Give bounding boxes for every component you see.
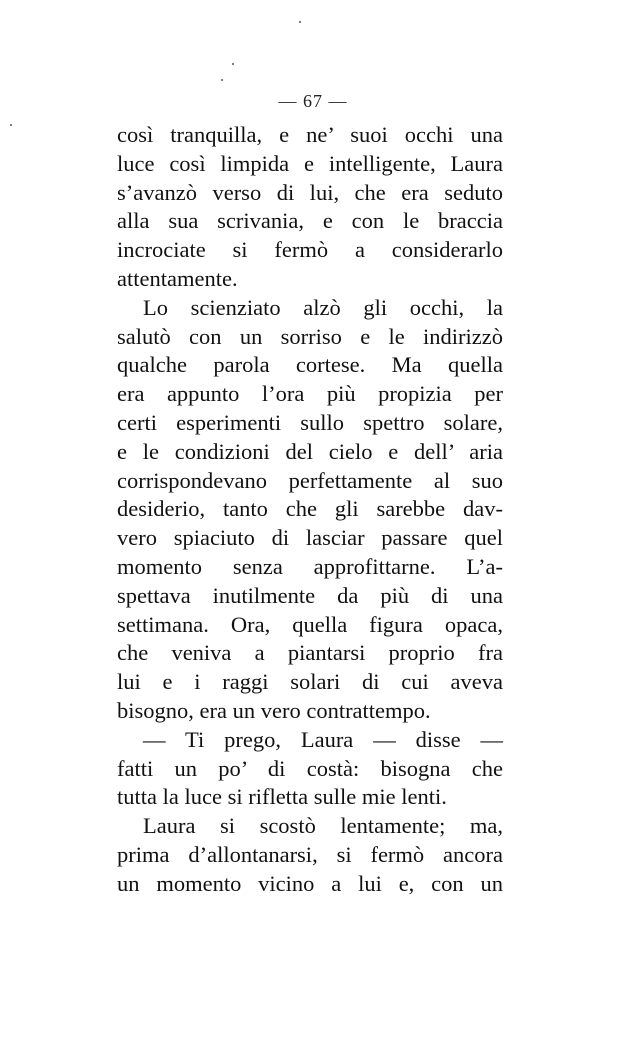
text-line: certi esperimenti sullo spettro solare, — [117, 409, 503, 435]
text-line: momento senza approfittarne. L’a- — [117, 553, 503, 579]
page-number: — 67 — — [278, 91, 348, 111]
text-line: spettava inutilmente da più di una — [117, 582, 503, 608]
text-line: salutò con un sorriso e le indirizzò — [117, 323, 503, 349]
text-line: desiderio, tanto che gli sarebbe dav- — [117, 496, 503, 522]
text-line: luce così limpida e intelligente, Laura — [117, 150, 503, 176]
text-line: Lo scienziato alzò gli occhi, la — [143, 294, 503, 320]
text-line: lui e i raggi solari di cui aveva — [117, 669, 503, 695]
text-line: corrispondevano perfettamente al suo — [117, 467, 503, 493]
text-line: e le condizioni del cielo e dell’ aria — [117, 438, 503, 464]
text-line: qualche parola cortese. Ma quella — [117, 352, 503, 378]
text-line: così tranquilla, e ne’ suoi occhi una — [117, 122, 503, 147]
text-line: fatti un po’ di costà: bisogna che — [117, 755, 503, 781]
paper-speck — [232, 63, 234, 65]
text-line: — Ti prego, Laura — disse — — [143, 726, 503, 752]
paper-speck — [299, 21, 301, 23]
body-text — [117, 121, 503, 899]
text-line: incrociate si fermò a considerarlo — [117, 237, 503, 263]
text-line: s’avanzò verso di lui, che era seduto — [117, 179, 503, 205]
text-line: tutta la luce si rifletta sulle mie lenti. — [117, 784, 447, 810]
text-line: che veniva a piantarsi proprio fra — [117, 640, 503, 666]
text-line: alla sua scrivania, e con le braccia — [117, 208, 503, 234]
text-line: prima d’allontanarsi, si fermò ancora — [117, 841, 503, 867]
paper-speck — [221, 79, 223, 81]
text-line: un momento vicino a lui e, con un — [117, 870, 503, 896]
paper-speck — [10, 124, 12, 126]
text-line: vero spiaciuto di lasciar passare quel — [117, 525, 503, 551]
text-line: settimana. Ora, quella figura opaca, — [117, 611, 503, 637]
text-line: bisogno, era un vero contrattempo. — [117, 697, 431, 723]
text-line: era appunto l’ora più propizia per — [117, 381, 503, 407]
text-line: attentamente. — [117, 265, 238, 291]
text-line: Laura si scostò lentamente; ma, — [143, 813, 503, 839]
